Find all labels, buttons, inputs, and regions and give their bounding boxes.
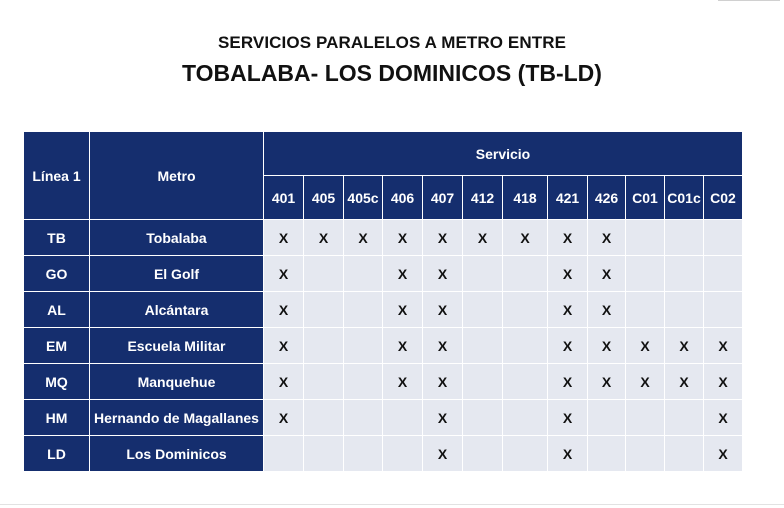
service-mark	[665, 220, 704, 256]
service-mark	[383, 400, 423, 436]
station-name: Los Dominicos	[90, 436, 264, 472]
service-mark	[304, 364, 344, 400]
service-mark	[304, 256, 344, 292]
service-mark	[383, 436, 423, 472]
station-code: AL	[24, 292, 90, 328]
service-mark: X	[423, 220, 463, 256]
service-mark: X	[383, 220, 423, 256]
service-mark: X	[383, 256, 423, 292]
service-header: 426	[588, 176, 626, 220]
service-header: C02	[704, 176, 743, 220]
station-name: El Golf	[90, 256, 264, 292]
service-mark: X	[665, 328, 704, 364]
page-subtitle: SERVICIOS PARALELOS A METRO ENTRE	[217, 33, 567, 52]
service-mark: X	[264, 292, 304, 328]
service-mark: X	[626, 364, 665, 400]
service-mark: X	[503, 220, 548, 256]
station-name: Alcántara	[90, 292, 264, 328]
station-name: Hernando de Magallanes	[90, 400, 264, 436]
service-mark	[665, 436, 704, 472]
station-code: HM	[24, 400, 90, 436]
service-header: 401	[264, 176, 304, 220]
service-mark	[304, 292, 344, 328]
service-mark: X	[588, 220, 626, 256]
service-mark: X	[423, 364, 463, 400]
station-code: LD	[24, 436, 90, 472]
page-title: TOBALABA- LOS DOMINICOS (TB-LD)	[182, 60, 602, 86]
service-mark: X	[548, 292, 588, 328]
service-mark	[503, 364, 548, 400]
service-mark: X	[423, 436, 463, 472]
service-mark: X	[304, 220, 344, 256]
service-mark: X	[548, 328, 588, 364]
service-mark	[626, 400, 665, 436]
service-mark	[588, 400, 626, 436]
station-code: GO	[24, 256, 90, 292]
service-mark: X	[423, 256, 463, 292]
service-mark	[304, 328, 344, 364]
col-header-metro: Metro	[90, 132, 264, 220]
station-code: TB	[24, 220, 90, 256]
service-mark	[626, 256, 665, 292]
station-name: Manquehue	[90, 364, 264, 400]
service-mark: X	[626, 328, 665, 364]
service-header: 405c	[344, 176, 383, 220]
service-mark	[304, 436, 344, 472]
service-header: 405	[304, 176, 344, 220]
service-mark: X	[588, 328, 626, 364]
table-row	[24, 328, 743, 364]
service-mark: X	[383, 292, 423, 328]
station-name: Escuela Militar	[90, 328, 264, 364]
service-header: 407	[423, 176, 463, 220]
service-mark	[463, 256, 503, 292]
service-mark: X	[264, 364, 304, 400]
service-mark	[344, 256, 383, 292]
service-mark: X	[383, 328, 423, 364]
service-mark	[503, 328, 548, 364]
service-header: 421	[548, 176, 588, 220]
service-mark: X	[588, 364, 626, 400]
service-mark: X	[344, 220, 383, 256]
service-mark	[344, 400, 383, 436]
top-edge-line	[718, 0, 780, 1]
service-mark: X	[548, 364, 588, 400]
service-mark: X	[588, 256, 626, 292]
service-mark: X	[588, 292, 626, 328]
service-mark: X	[264, 400, 304, 436]
service-mark	[503, 256, 548, 292]
service-mark	[503, 436, 548, 472]
service-mark: X	[548, 400, 588, 436]
station-code: EM	[24, 328, 90, 364]
service-mark: X	[548, 436, 588, 472]
service-mark: X	[383, 364, 423, 400]
service-mark: X	[264, 220, 304, 256]
service-mark	[704, 256, 743, 292]
service-mark	[503, 292, 548, 328]
service-mark	[665, 256, 704, 292]
service-mark: X	[264, 256, 304, 292]
service-mark	[503, 400, 548, 436]
table-row	[24, 256, 743, 292]
service-mark: X	[423, 400, 463, 436]
service-mark	[463, 436, 503, 472]
service-mark: X	[423, 292, 463, 328]
service-header: 406	[383, 176, 423, 220]
service-mark	[463, 364, 503, 400]
col-header-servicio: Servicio	[264, 132, 743, 176]
service-mark	[704, 292, 743, 328]
table-row	[24, 400, 743, 436]
service-mark	[665, 400, 704, 436]
service-mark	[344, 436, 383, 472]
service-mark	[626, 436, 665, 472]
service-mark: X	[704, 328, 743, 364]
service-mark: X	[704, 364, 743, 400]
service-mark	[665, 292, 704, 328]
service-header: 412	[463, 176, 503, 220]
service-mark: X	[423, 328, 463, 364]
stations-body	[24, 220, 743, 472]
service-mark: X	[704, 400, 743, 436]
service-mark	[704, 220, 743, 256]
station-name: Tobalaba	[90, 220, 264, 256]
service-mark: X	[463, 220, 503, 256]
table-row	[24, 364, 743, 400]
service-mark	[344, 328, 383, 364]
services-table	[23, 131, 743, 472]
service-mark: X	[264, 328, 304, 364]
service-mark	[626, 292, 665, 328]
station-code: MQ	[24, 364, 90, 400]
table-row	[24, 292, 743, 328]
service-mark	[626, 220, 665, 256]
service-mark	[264, 436, 304, 472]
service-mark: X	[548, 256, 588, 292]
col-header-linea: Línea 1	[24, 132, 90, 220]
service-mark: X	[704, 436, 743, 472]
service-header: C01c	[665, 176, 704, 220]
service-header: C01	[626, 176, 665, 220]
service-mark	[344, 364, 383, 400]
service-header: 418	[503, 176, 548, 220]
table-row	[24, 220, 743, 256]
service-mark: X	[665, 364, 704, 400]
service-mark	[304, 400, 344, 436]
service-mark	[344, 292, 383, 328]
bottom-edge-line	[0, 504, 784, 505]
service-mark	[463, 400, 503, 436]
table-row	[24, 436, 743, 472]
service-mark	[588, 436, 626, 472]
service-mark	[463, 292, 503, 328]
service-mark	[463, 328, 503, 364]
service-mark: X	[548, 220, 588, 256]
